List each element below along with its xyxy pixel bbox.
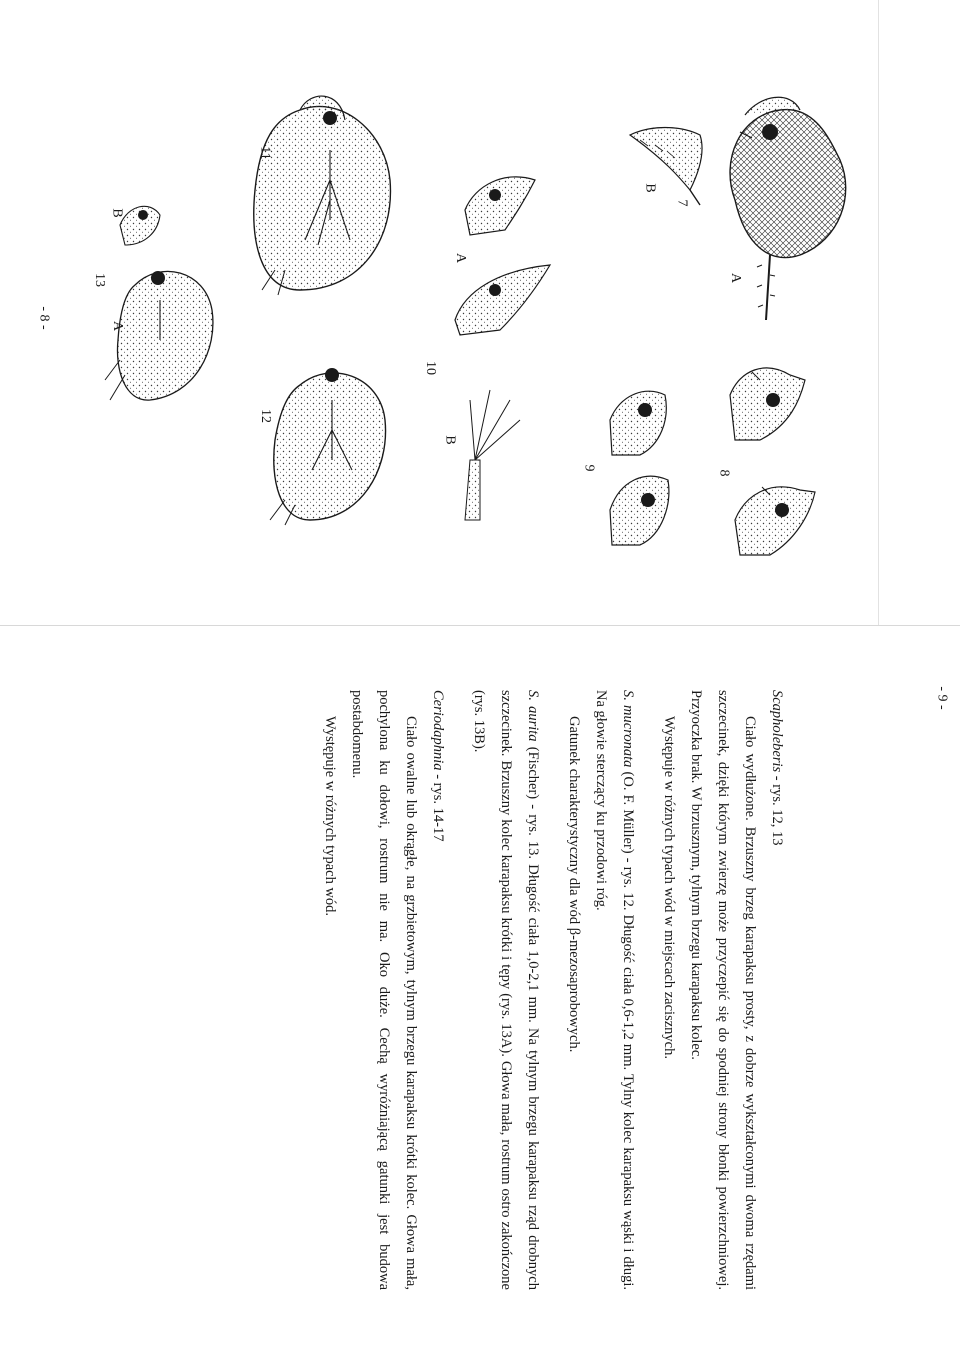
fig11-label: 11 [257, 146, 273, 160]
fig11-drawing [254, 96, 391, 295]
text-section [560, 690, 641, 1290]
heading-text: (Fischer) - rys. 13. Długość ciała 1,0-2,1 mm. Na tylnym brzegu karapaksu rząd drobnych szczecinek. Brzuszny kolec karapaksu krótki i tępy (rys. 13A). Głowa mała, rostrum ostro zakończone (rys. 13B). [471, 690, 541, 1290]
fig13-label-b: B [109, 208, 125, 218]
fig10-label: 10 [423, 361, 438, 375]
fig12-label: 12 [258, 409, 273, 423]
taxon-name: S. aurita [525, 690, 541, 742]
text-section [465, 690, 546, 1290]
text-section [655, 690, 790, 1290]
figure-plate [0, 0, 960, 625]
paragraph: Ciało wydłużone. Brzuszny brzeg karapaksu prosty, z dobrze wykształconymi dwoma rzędami szczecinek, dzięki którym zwierzę może przyczepić się do spodniej strony błonki powierzchniowej. Przyoczka brak. W brzusznym, tylnym brzegu karapaksu kolec. [688, 690, 758, 1290]
fig8-label: 8 [716, 469, 732, 477]
fig8-drawing [730, 368, 815, 555]
paragraph: Ciało owalne lub okrągłe, na grzbietowym, tylnym brzegu karapaksu krótki kolec. Głowa mała, pochylona ku dołowi, rostrum nie ma. Oko duże. Cechą wyróżniającą gatunki jest budowa postabdomenu. [349, 690, 419, 1290]
paragraph: Występuje w różnych typach wód. [322, 716, 338, 917]
fig7a-drawing [730, 97, 846, 320]
page-number-right: - 9 - [934, 686, 950, 710]
section-heading [424, 690, 451, 1290]
section-heading [465, 690, 546, 1290]
fig9-drawing [610, 391, 669, 545]
page-number-left: - 8 - [36, 306, 52, 330]
text-section [316, 690, 451, 1290]
section-heading [587, 690, 641, 1290]
figure-drawings [0, 0, 960, 625]
fig10-drawing [455, 177, 550, 520]
heading-text: (O. F. Müller) - rys. 12. Długość ciała 0,6-1,2 mm. Tylny kolec karapaksu wąski i długi. Na głowie sterczący ku przodowi róg. [593, 690, 636, 1290]
fig7b-drawing [630, 128, 702, 206]
page-divider [0, 625, 960, 626]
section-heading [763, 690, 790, 1290]
fig10-label-b: B [442, 435, 458, 445]
fig7-label-b: B [642, 183, 658, 193]
heading-text: - rys. 12, 13 [769, 772, 785, 846]
heading-text: - rys. 14-17 [430, 770, 446, 842]
fig9-label: 9 [581, 464, 597, 472]
paragraph: Występuje w różnych typach wód w miejscach zacisznych. [661, 716, 677, 1059]
fig13-label: 13 [92, 273, 107, 287]
fig7-label: 7 [674, 199, 690, 207]
fig10-label-a: A [453, 252, 469, 264]
taxon-name: S. mucronata [620, 690, 636, 768]
taxon-name: Ceriodaphnia [430, 690, 446, 771]
fig12-drawing [270, 368, 386, 525]
fig7-label-a: A [728, 272, 744, 284]
fig13-label-a: A [110, 320, 126, 332]
text-column [322, 690, 790, 1290]
paragraph: Gatunek charakterystyczny dla wód β-mezosaprobowych. [566, 716, 582, 1053]
scan-edge-line [878, 0, 879, 625]
taxon-name: Scapholeberis [769, 690, 785, 773]
fig13-drawing [105, 206, 213, 400]
